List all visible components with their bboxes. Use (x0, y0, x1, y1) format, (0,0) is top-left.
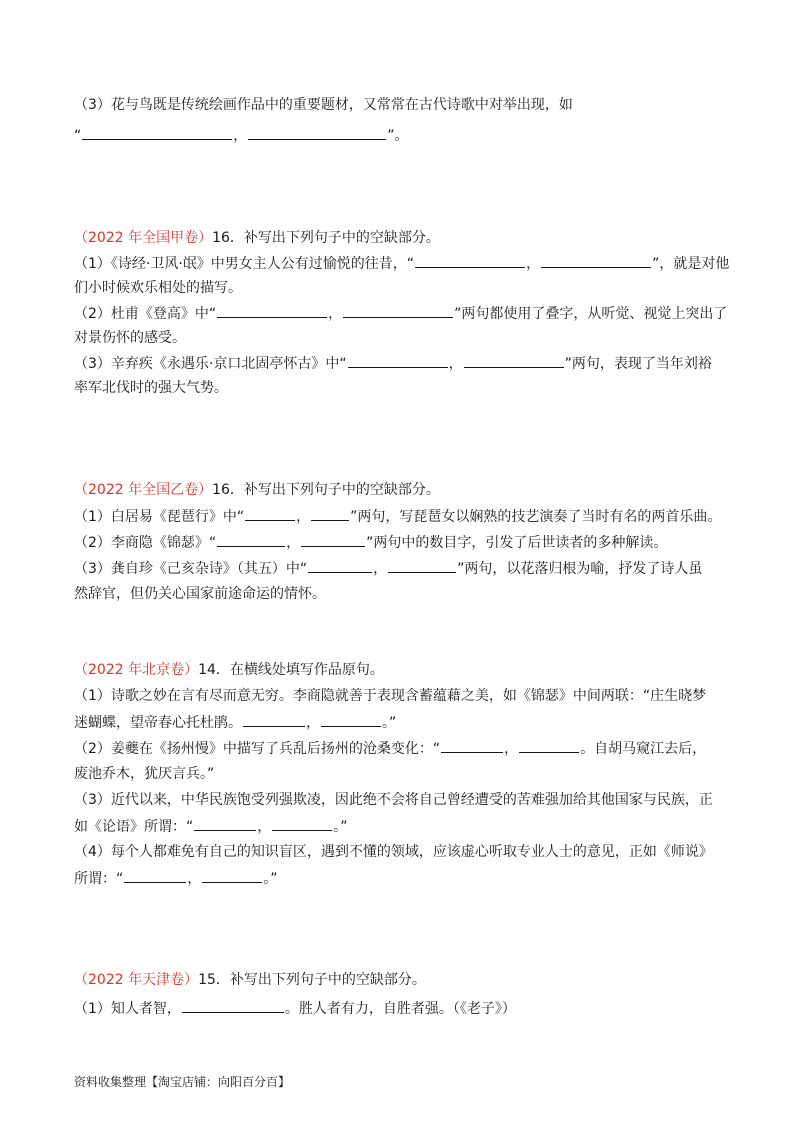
answer-blank[interactable] (541, 253, 651, 268)
answer-blank[interactable] (245, 506, 295, 521)
question-2-line-2: 废池乔木，犹厌言兵。” (74, 766, 215, 782)
question-2-line-1: （2）杜甫《登高》中“ ， ”两句都使用了叠字，从听觉、视觉上突出了 (74, 303, 734, 324)
answer-blank[interactable] (301, 532, 365, 547)
answer-blank[interactable] (217, 532, 285, 547)
question-4-line-1: （4）每个人都难免有自己的知识盲区，遇到不懂的领域，应该虚心听取专业人士的意见，正如《师说》 (74, 844, 713, 860)
answer-blank[interactable] (519, 738, 579, 753)
question-3-line-2: 然辞官，但仍关心国家前途命运的情怀。 (74, 586, 326, 602)
question-3-line-1: （3）龚自珍《己亥杂诗》（其五）中“ ， ”两句，以花落归根为喻，抒发了诗人虽 (74, 558, 734, 579)
question-1-line-2: 迷蝴蝶，望帝春心托杜鹃。 ， 。” (74, 712, 734, 733)
question-1-line-1: （1）《诗经·卫风·氓》中男女主人公有过愉悦的往昔，“ ， ”，就是对他 (74, 253, 734, 274)
question-heading: 14．在横线处填写作品原句。 (198, 662, 384, 678)
answer-blank[interactable] (311, 506, 349, 521)
answer-blank[interactable] (194, 816, 256, 831)
answer-blank[interactable] (272, 816, 332, 831)
section-heading-beijing (74, 660, 734, 680)
question-3-line-1: （3）辛弃疾《永遇乐·京口北固亭怀古》中“ ， ”两句，表现了当年刘裕 (74, 353, 734, 374)
answer-blank[interactable] (202, 868, 262, 883)
answer-blank[interactable] (308, 558, 372, 573)
section-heading-tianjin (74, 970, 734, 990)
question-2: （2）李商隐《锦瑟》“ ， ”两句中的数目字，引发了后世读者的多种解读。 (74, 532, 734, 553)
question-3-line-2: 率军北伐时的强大气势。 (74, 380, 228, 396)
exam-source-label: （2022 年全国乙卷） (74, 482, 213, 498)
question-2-line-1: （2）姜夔在《扬州慢》中描写了兵乱后扬州的沧桑变化：“ ， 。自胡马窥江去后， (74, 738, 734, 759)
answer-blank[interactable] (348, 353, 448, 368)
answer-blank[interactable] (243, 712, 305, 727)
answer-blank[interactable] (248, 125, 386, 140)
question-heading: 15．补写出下列句子中的空缺部分。 (198, 972, 426, 988)
question-3-line-1: （3）近代以来，中华民族饱受列强欺凌，因此绝不会将自己曾经遭受的苦难强加给其他国家与民族，正 (74, 792, 713, 808)
question-3-line-2: 如《论语》所谓：“ ， 。” (74, 816, 734, 837)
answer-blank[interactable] (388, 558, 456, 573)
question-1-line-1: （1）诗歌之妙在言有尽而意无穷。李商隐就善于表现含蓄蕴藉之美，如《锦瑟》中间两联：“庄生晓梦 (74, 688, 707, 704)
answer-blank[interactable] (82, 125, 232, 140)
answer-blank[interactable] (415, 253, 525, 268)
question-3-line-2: “ ， ”。 (74, 125, 734, 146)
question-4-line-2: 所谓：“ ， 。” (74, 868, 734, 889)
question-2-line-2: 对景伤怀的感受。 (74, 330, 186, 346)
page-footer: 资料收集整理【淘宝店铺：向阳百分百】 (74, 1075, 291, 1089)
answer-blank[interactable] (441, 738, 503, 753)
exam-source-label: （2022 年天津卷） (74, 972, 199, 988)
question-heading: 16．补写出下列句子中的空缺部分。 (212, 482, 440, 498)
question-1: （1）知人者智， 。胜人者有力，自胜者强。（《老子》） (74, 998, 734, 1019)
answer-blank[interactable] (321, 712, 381, 727)
question-1: （1）白居易《琵琶行》中“ ， ”两句，写琵琶女以娴熟的技艺演奏了当时有名的两首乐曲。 (74, 506, 734, 527)
answer-blank[interactable] (124, 868, 186, 883)
section-heading-jia (74, 228, 734, 248)
exam-source-label: （2022 年北京卷） (74, 662, 199, 678)
answer-blank[interactable] (217, 303, 327, 318)
answer-blank[interactable] (343, 303, 453, 318)
question-1-line-2: 们小时候欢乐相处的描写。 (74, 280, 242, 296)
question-heading: 16．补写出下列句子中的空缺部分。 (212, 230, 440, 246)
exam-source-label: （2022 年全国甲卷） (74, 230, 213, 246)
question-3-line-1: （3）花与鸟既是传统绘画作品中的重要题材，又常常在古代诗歌中对举出现，如 (74, 97, 573, 113)
answer-blank[interactable] (182, 998, 284, 1013)
answer-blank[interactable] (464, 353, 564, 368)
section-heading-yi (74, 480, 734, 500)
